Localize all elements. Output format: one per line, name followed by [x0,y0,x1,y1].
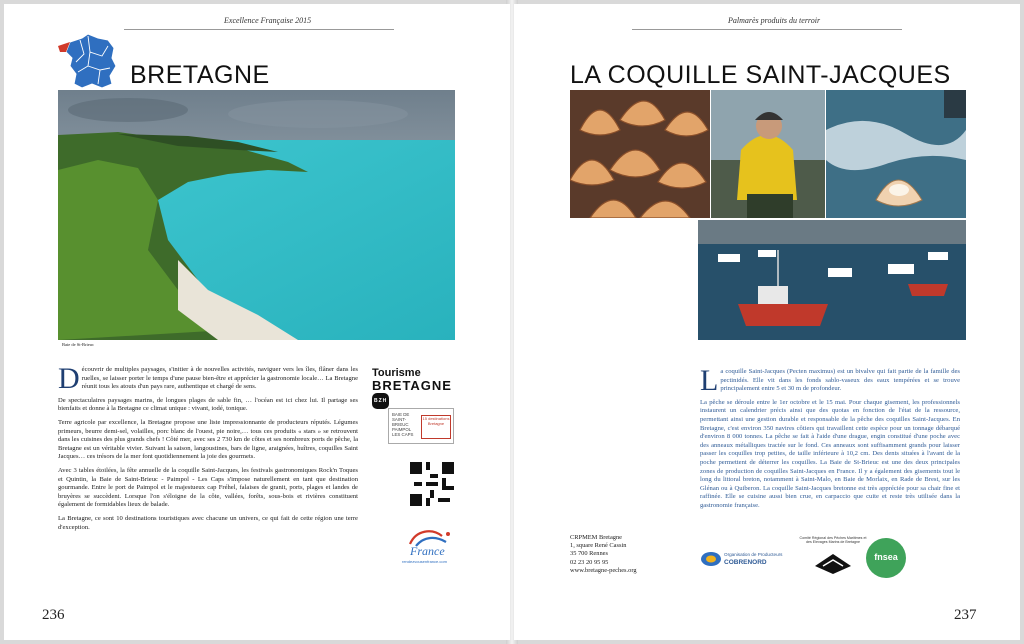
comite-regional-logo: Comité Régional des Pêches Maritimes et des Elevages Marins de Bretagne [798,536,868,580]
contact-street: 1, square René Cassin [570,542,627,550]
left-page [4,4,510,640]
rendez-vous-en-france-logo: France rendezvousenfrance.com [402,526,462,566]
body-text-left [58,362,358,537]
fish-boat-emblem-icon [813,552,853,576]
contact-block [570,534,690,575]
drop-cap: L [700,364,719,397]
page-title: LA COQUILLE SAINT-JACQUES [570,61,951,89]
body-text-right [700,364,960,516]
page-title: BRETAGNE [130,61,270,89]
paragraph-2: La pêche se déroule entre le 1er octobre et le 15 mai. Pour chaque gisement, les professionnels instaurent un calendrier précis ainsi que des quotas en fonction de l'état de la ressource, permettant ainsi une gestion durable et responsable de la pêche des coquilles Saint-Jacques. En Bretagne, c'est environ 350 navires côtiers qui travaillent cette espèce pour un tonnage débarqué d'environ 8 000 tonnes. La pêche se fait à l'aide d'une drague, engin constitué d'une poche avec des anneaux métalliques tractée sur le fond. Ces anneaux sont suffisamment grands pour laisser passer les coquilles trop petites, de taille inférieure à 10,2 cm. Des dents situées à l'avant de la poche permettent de déterrer les coquilles. La Baie de St-Brieuc est une des deux principales zones de production de coquilles Saint-Jacques en France. Il y a également des gisements tout le long du littoral breton, notamment à Saint-Malo, en Baie de Morlaix, en Rade de Brest, sur les Glénan ou à Quiberon. La coquille Saint-Jacques bretonne est très appréciée pour sa chair fine et raffinée. Elle se cuisine aussi bien crue, en carpaccio que cuite et reste très utilisée dans la gastronomie française. [700,398,960,509]
harbour-boats-photo [698,220,966,340]
coast-photo [58,90,455,340]
paragraph-4: Avec 3 tables étoilées, la fête annuelle de la coquille Saint-Jacques, les festivals gastronomiques Rock'n Toques et Quintin, la Baie de Saint-Brieuc - Paimpol - Les Caps s'impose naturellement en tant que destination gourmande. Entre le port de Paimpol et le majestueux cap Fréhel, falaises de granit, ports, plages et landes de bruyères se succèdent. Lorsque l'on s'éloigne de la côte, vallées, forêts, sous-bois et rivières constituent également de formidables lieux de balade. [58,466,358,509]
paragraph-3: Terre agricole par excellence, la Bretagne propose une liste impressionnante de producteurs réputés. Légumes primeurs, beurre demi-sel, volailles, porc blanc de l'ouest, pie noire,… tous ces produits « stars » se retrouvent dans les cuisines des plus grands chefs ! Côté mer, avec ses 2 730 km de côtes et ses nombreux ports de pêche, la Bretagne est un véritable vivier. Suivant la saison, langoustines, bars de ligne, araignées, huîtres, coquilles Saint Jacques… ces trésors de la mer font quotidiennement la joie des gourmets. [58,418,358,461]
france-map-icon [58,32,120,90]
tourisme-bretagne-logo: Tourisme BRETAGNE BZH [372,368,454,409]
right-page [514,4,1020,640]
running-head: Palmarès produits du terroir [728,16,821,25]
photo-caption: Baie de St-Brieuc [62,342,94,347]
contact-city: 35 700 Rennes [570,550,608,558]
scallop-sea-photo [826,90,966,218]
paragraph-1: La coquille Saint-Jacques (Pecten maximus) est un bivalve qui fait partie de la famille des pectinidés. Elle vit dans les fonds sablo-vaseux des eaux tempérées et se trouve principalement entre 5 et 30 m de profondeur. [700,364,960,397]
contact-organization: CRPMEM Bretagne [570,534,623,541]
contact-website[interactable]: www.bretagne-peches.org [570,566,637,574]
fisherman-photo [711,90,825,218]
drop-cap: D [58,362,80,395]
qr-code-icon [410,462,454,506]
cobrenord-logo: Organisation de Producteurs COBRENORD [700,548,790,572]
baie-saint-brieuc-logo: BAIE DE SAINT-BRIEUC PAIMPOL LES CAPS 15 destinations Bretagne [388,408,454,444]
running-head: Excellence Française 2015 [224,16,312,25]
running-head-rule [124,29,394,30]
paragraph-1: Découvrir de multiples paysages, s'initier à de nouvelles activités, naviguer vers les îles, flâner dans les ruelles, se laisser porter le temps d'une pause bien-être et apprécier la gastronomie locale… La Bretagne réunit tous les atouts d'un pays rare, authentique et chargé de sens. [58,362,358,395]
page-number: 236 [42,607,65,623]
contact-phone: 02 23 20 95 95 [570,558,609,566]
cobrenord-emblem-icon [700,550,722,568]
page-number: 237 [954,607,977,623]
scallop-shells-photo [570,90,710,218]
paragraph-5: La Bretagne, ce sont 10 destinations touristiques avec chacune un univers, ce qui fait de cette région une terre d'exception. [58,514,358,531]
fnsea-logo: fnsea [866,538,906,578]
paragraph-2: De spectaculaires paysages marins, de longues plages de sable fin, … l'océan est ici chez lui. Il partage ses bienfaits et donne à la Bretagne ce climat unique : vivant, iodé, tonique. [58,396,358,413]
running-head-rule [632,29,902,30]
